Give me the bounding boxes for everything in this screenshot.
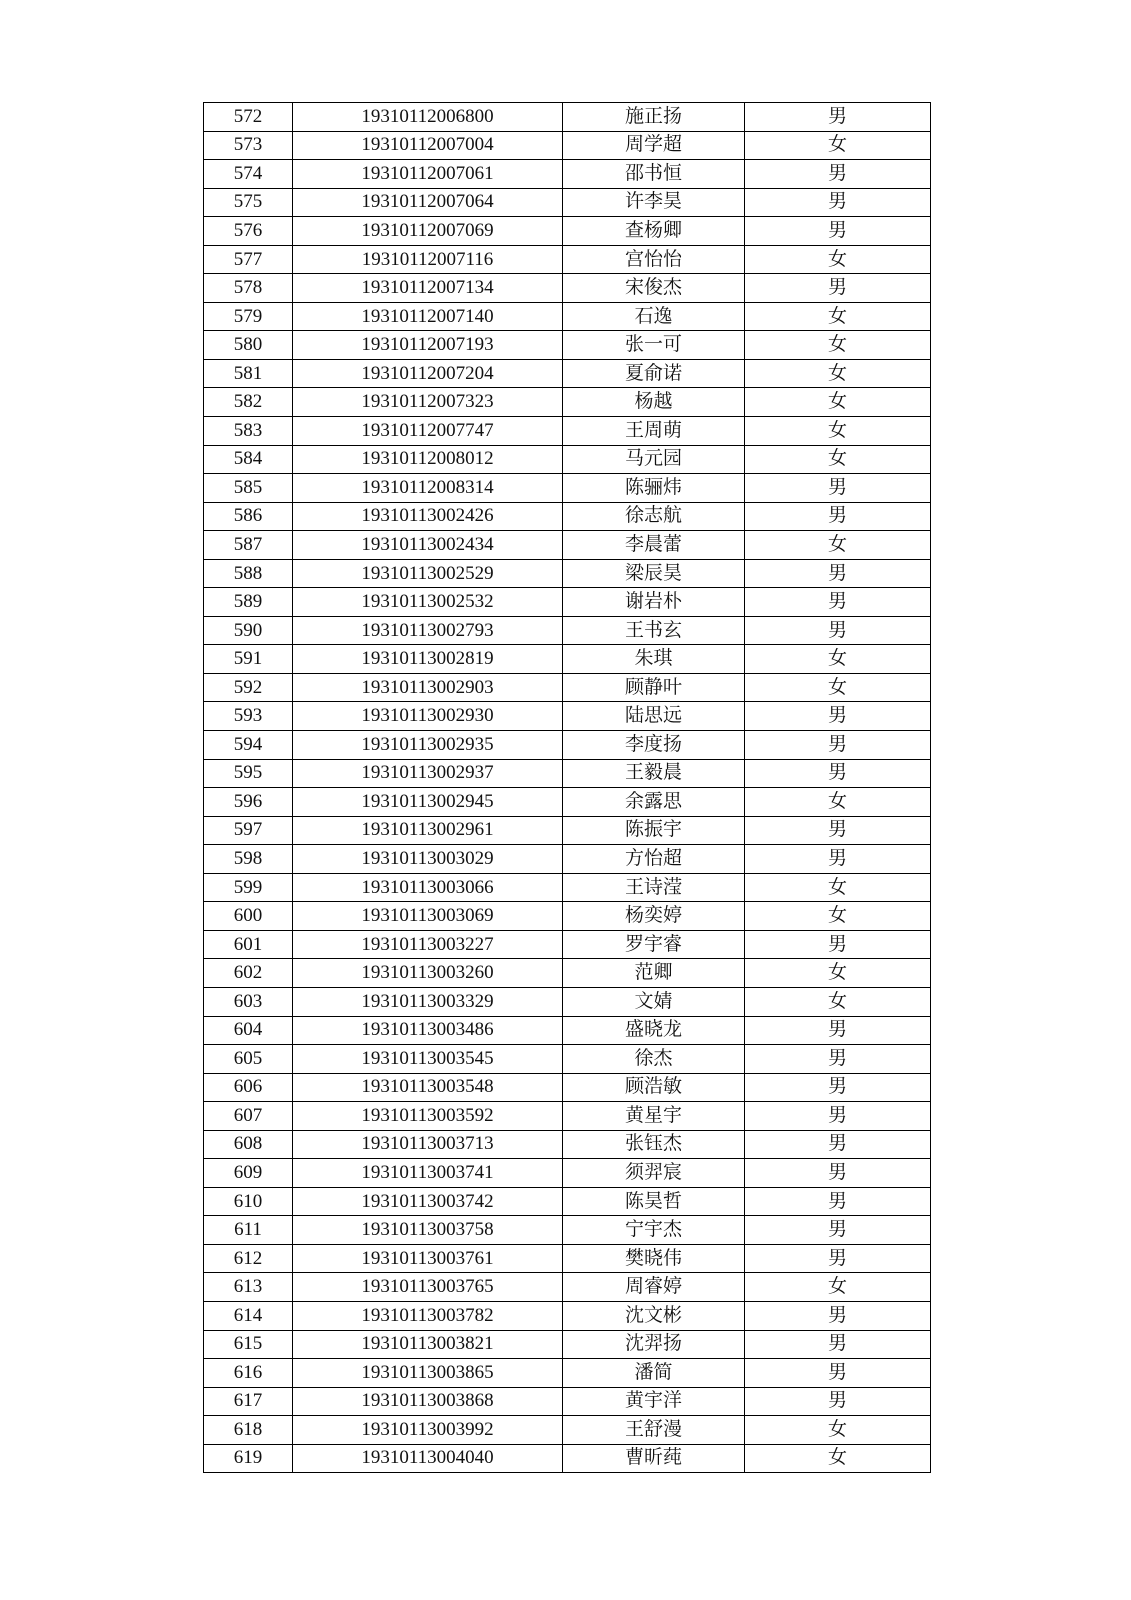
table-row: [204, 188, 931, 217]
table-row: [204, 474, 931, 503]
table-row: [204, 588, 931, 617]
seq-number-cell: 587: [204, 531, 293, 560]
table-row: [204, 1330, 931, 1359]
student-id-cell: 19310113003227: [293, 930, 563, 959]
table-row: [204, 245, 931, 274]
gender-cell: 男: [745, 1130, 931, 1159]
table-row: [204, 616, 931, 645]
gender-cell: 男: [745, 188, 931, 217]
seq-number-cell: 607: [204, 1102, 293, 1131]
seq-number-cell: 590: [204, 616, 293, 645]
student-name-cell: 罗宇睿: [563, 930, 745, 959]
seq-number-cell: 613: [204, 1273, 293, 1302]
student-name-cell: 宋俊杰: [563, 274, 745, 303]
seq-number-cell: 616: [204, 1359, 293, 1388]
student-id-cell: 19310112007116: [293, 245, 563, 274]
student-name-cell: 查杨卿: [563, 217, 745, 246]
student-name-cell: 文婧: [563, 987, 745, 1016]
table-row: [204, 103, 931, 132]
gender-cell: 女: [745, 388, 931, 417]
student-id-cell: 19310112007193: [293, 331, 563, 360]
seq-number-cell: 600: [204, 902, 293, 931]
student-name-cell: 王周萌: [563, 417, 745, 446]
student-id-cell: 19310113003741: [293, 1159, 563, 1188]
student-name-cell: 须羿宸: [563, 1159, 745, 1188]
seq-number-cell: 576: [204, 217, 293, 246]
gender-cell: 女: [745, 645, 931, 674]
gender-cell: 男: [745, 759, 931, 788]
seq-number-cell: 586: [204, 502, 293, 531]
gender-cell: 女: [745, 1444, 931, 1473]
gender-cell: 男: [745, 559, 931, 588]
seq-number-cell: 618: [204, 1416, 293, 1445]
student-name-cell: 宫怡怡: [563, 245, 745, 274]
student-id-cell: 19310113003992: [293, 1416, 563, 1445]
student-name-cell: 王毅晨: [563, 759, 745, 788]
gender-cell: 男: [745, 1301, 931, 1330]
gender-cell: 女: [745, 959, 931, 988]
gender-cell: 女: [745, 987, 931, 1016]
student-id-cell: 19310112007069: [293, 217, 563, 246]
student-name-cell: 马元园: [563, 445, 745, 474]
student-id-cell: 19310113002930: [293, 702, 563, 731]
student-id-cell: 19310113003765: [293, 1273, 563, 1302]
seq-number-cell: 584: [204, 445, 293, 474]
table-row: [204, 302, 931, 331]
student-id-cell: 19310113002532: [293, 588, 563, 617]
table-row: [204, 388, 931, 417]
gender-cell: 男: [745, 160, 931, 189]
seq-number-cell: 601: [204, 930, 293, 959]
gender-cell: 男: [745, 1244, 931, 1273]
student-id-cell: 19310112007747: [293, 417, 563, 446]
student-id-cell: 19310113002793: [293, 616, 563, 645]
student-name-cell: 徐杰: [563, 1045, 745, 1074]
seq-number-cell: 603: [204, 987, 293, 1016]
seq-number-cell: 575: [204, 188, 293, 217]
student-name-cell: 徐志航: [563, 502, 745, 531]
seq-number-cell: 612: [204, 1244, 293, 1273]
student-name-cell: 黄星宇: [563, 1102, 745, 1131]
seq-number-cell: 597: [204, 816, 293, 845]
student-id-cell: 19310113003329: [293, 987, 563, 1016]
student-id-cell: 19310113003868: [293, 1387, 563, 1416]
table-row: [204, 1301, 931, 1330]
student-name-cell: 夏俞诺: [563, 359, 745, 388]
gender-cell: 男: [745, 588, 931, 617]
table-row: [204, 445, 931, 474]
seq-number-cell: 608: [204, 1130, 293, 1159]
seq-number-cell: 589: [204, 588, 293, 617]
table-row: [204, 759, 931, 788]
gender-cell: 男: [745, 1045, 931, 1074]
student-name-cell: 黄宇洋: [563, 1387, 745, 1416]
table-row: [204, 359, 931, 388]
table-row: [204, 1387, 931, 1416]
gender-cell: 女: [745, 673, 931, 702]
student-id-cell: 19310113003486: [293, 1016, 563, 1045]
student-name-cell: 曹昕莼: [563, 1444, 745, 1473]
student-name-cell: 顾浩敏: [563, 1073, 745, 1102]
seq-number-cell: 580: [204, 331, 293, 360]
table-row: [204, 702, 931, 731]
gender-cell: 女: [745, 531, 931, 560]
gender-cell: 女: [745, 1273, 931, 1302]
table-row: [204, 1016, 931, 1045]
table-row: [204, 1444, 931, 1473]
student-id-cell: 19310113003069: [293, 902, 563, 931]
table-row: [204, 531, 931, 560]
seq-number-cell: 599: [204, 873, 293, 902]
student-name-cell: 盛晓龙: [563, 1016, 745, 1045]
student-id-cell: 19310113003260: [293, 959, 563, 988]
gender-cell: 男: [745, 103, 931, 132]
student-name-cell: 杨越: [563, 388, 745, 417]
table-row: [204, 731, 931, 760]
gender-cell: 女: [745, 1416, 931, 1445]
student-name-cell: 朱琪: [563, 645, 745, 674]
gender-cell: 男: [745, 1359, 931, 1388]
student-name-cell: 石逸: [563, 302, 745, 331]
roster-body: [204, 103, 931, 1473]
seq-number-cell: 604: [204, 1016, 293, 1045]
student-id-cell: 19310113003865: [293, 1359, 563, 1388]
student-id-cell: 19310113003713: [293, 1130, 563, 1159]
student-id-cell: 19310113003761: [293, 1244, 563, 1273]
seq-number-cell: 579: [204, 302, 293, 331]
table-row: [204, 1045, 931, 1074]
seq-number-cell: 592: [204, 673, 293, 702]
student-id-cell: 19310112007140: [293, 302, 563, 331]
student-name-cell: 陈昊哲: [563, 1187, 745, 1216]
student-id-cell: 19310112008012: [293, 445, 563, 474]
gender-cell: 男: [745, 1159, 931, 1188]
student-name-cell: 王诗滢: [563, 873, 745, 902]
student-name-cell: 樊晓伟: [563, 1244, 745, 1273]
table-row: [204, 217, 931, 246]
student-name-cell: 施正扬: [563, 103, 745, 132]
student-name-cell: 张一可: [563, 331, 745, 360]
student-name-cell: 梁辰昊: [563, 559, 745, 588]
student-id-cell: 19310113002961: [293, 816, 563, 845]
table-row: [204, 788, 931, 817]
student-id-cell: 19310112008314: [293, 474, 563, 503]
student-id-cell: 19310113002945: [293, 788, 563, 817]
seq-number-cell: 595: [204, 759, 293, 788]
student-name-cell: 沈羿扬: [563, 1330, 745, 1359]
gender-cell: 男: [745, 731, 931, 760]
student-name-cell: 李晨蕾: [563, 531, 745, 560]
student-id-cell: 19310113004040: [293, 1444, 563, 1473]
gender-cell: 女: [745, 417, 931, 446]
seq-number-cell: 574: [204, 160, 293, 189]
gender-cell: 男: [745, 1102, 931, 1131]
student-name-cell: 王书玄: [563, 616, 745, 645]
table-row: [204, 131, 931, 160]
table-row: [204, 873, 931, 902]
student-id-cell: 19310112007134: [293, 274, 563, 303]
seq-number-cell: 583: [204, 417, 293, 446]
gender-cell: 男: [745, 845, 931, 874]
student-id-cell: 19310113003592: [293, 1102, 563, 1131]
gender-cell: 女: [745, 873, 931, 902]
seq-number-cell: 588: [204, 559, 293, 588]
student-name-cell: 许李昊: [563, 188, 745, 217]
table-row: [204, 417, 931, 446]
student-name-cell: 沈文彬: [563, 1301, 745, 1330]
student-name-cell: 张钰杰: [563, 1130, 745, 1159]
student-name-cell: 王舒漫: [563, 1416, 745, 1445]
student-name-cell: 潘简: [563, 1359, 745, 1388]
student-name-cell: 杨奕婷: [563, 902, 745, 931]
seq-number-cell: 594: [204, 731, 293, 760]
gender-cell: 女: [745, 445, 931, 474]
seq-number-cell: 596: [204, 788, 293, 817]
seq-number-cell: 578: [204, 274, 293, 303]
seq-number-cell: 577: [204, 245, 293, 274]
seq-number-cell: 581: [204, 359, 293, 388]
student-id-cell: 19310113002529: [293, 559, 563, 588]
table-row: [204, 816, 931, 845]
gender-cell: 女: [745, 331, 931, 360]
seq-number-cell: 617: [204, 1387, 293, 1416]
student-name-cell: 邵书恒: [563, 160, 745, 189]
gender-cell: 男: [745, 474, 931, 503]
table-row: [204, 274, 931, 303]
student-id-cell: 19310113003066: [293, 873, 563, 902]
seq-number-cell: 610: [204, 1187, 293, 1216]
seq-number-cell: 598: [204, 845, 293, 874]
table-row: [204, 1244, 931, 1273]
seq-number-cell: 609: [204, 1159, 293, 1188]
seq-number-cell: 611: [204, 1216, 293, 1245]
student-id-cell: 19310113003742: [293, 1187, 563, 1216]
table-row: [204, 1102, 931, 1131]
seq-number-cell: 591: [204, 645, 293, 674]
seq-number-cell: 582: [204, 388, 293, 417]
table-row: [204, 1416, 931, 1445]
gender-cell: 男: [745, 1216, 931, 1245]
student-id-cell: 19310113003821: [293, 1330, 563, 1359]
student-name-cell: 谢岩朴: [563, 588, 745, 617]
table-row: [204, 1216, 931, 1245]
table-row: [204, 673, 931, 702]
student-name-cell: 宁宇杰: [563, 1216, 745, 1245]
gender-cell: 女: [745, 245, 931, 274]
seq-number-cell: 572: [204, 103, 293, 132]
gender-cell: 男: [745, 1073, 931, 1102]
student-id-cell: 19310112007004: [293, 131, 563, 160]
gender-cell: 女: [745, 131, 931, 160]
table-row: [204, 902, 931, 931]
gender-cell: 男: [745, 217, 931, 246]
seq-number-cell: 614: [204, 1301, 293, 1330]
gender-cell: 女: [745, 359, 931, 388]
table-row: [204, 1073, 931, 1102]
table-row: [204, 1159, 931, 1188]
student-name-cell: 陈振宇: [563, 816, 745, 845]
table-row: [204, 1273, 931, 1302]
student-id-cell: 19310113003758: [293, 1216, 563, 1245]
student-name-cell: 范卿: [563, 959, 745, 988]
gender-cell: 男: [745, 930, 931, 959]
gender-cell: 男: [745, 1387, 931, 1416]
student-name-cell: 余露思: [563, 788, 745, 817]
gender-cell: 女: [745, 788, 931, 817]
student-id-cell: 19310112007323: [293, 388, 563, 417]
seq-number-cell: 602: [204, 959, 293, 988]
student-id-cell: 19310113002935: [293, 731, 563, 760]
gender-cell: 女: [745, 302, 931, 331]
gender-cell: 男: [745, 816, 931, 845]
table-row: [204, 160, 931, 189]
student-id-cell: 19310113002426: [293, 502, 563, 531]
table-row: [204, 930, 931, 959]
gender-cell: 男: [745, 1330, 931, 1359]
table-row: [204, 645, 931, 674]
table-row: [204, 559, 931, 588]
student-id-cell: 19310112007064: [293, 188, 563, 217]
seq-number-cell: 606: [204, 1073, 293, 1102]
table-row: [204, 1130, 931, 1159]
gender-cell: 男: [745, 1187, 931, 1216]
seq-number-cell: 619: [204, 1444, 293, 1473]
student-id-cell: 19310113002434: [293, 531, 563, 560]
gender-cell: 男: [745, 1016, 931, 1045]
student-name-cell: 周学超: [563, 131, 745, 160]
student-id-cell: 19310113002937: [293, 759, 563, 788]
gender-cell: 男: [745, 702, 931, 731]
table-row: [204, 959, 931, 988]
gender-cell: 男: [745, 274, 931, 303]
student-name-cell: 李度扬: [563, 731, 745, 760]
seq-number-cell: 593: [204, 702, 293, 731]
student-id-cell: 19310113002903: [293, 673, 563, 702]
student-name-cell: 顾静叶: [563, 673, 745, 702]
student-id-cell: 19310113002819: [293, 645, 563, 674]
student-id-cell: 19310113003029: [293, 845, 563, 874]
student-id-cell: 19310112006800: [293, 103, 563, 132]
student-name-cell: 方怡超: [563, 845, 745, 874]
seq-number-cell: 615: [204, 1330, 293, 1359]
table-row: [204, 1187, 931, 1216]
table-row: [204, 987, 931, 1016]
student-name-cell: 陈骊炜: [563, 474, 745, 503]
student-id-cell: 19310113003545: [293, 1045, 563, 1074]
table-row: [204, 331, 931, 360]
student-id-cell: 19310112007204: [293, 359, 563, 388]
table-row: [204, 845, 931, 874]
table-row: [204, 502, 931, 531]
gender-cell: 男: [745, 616, 931, 645]
student-id-cell: 19310113003548: [293, 1073, 563, 1102]
student-id-cell: 19310113003782: [293, 1301, 563, 1330]
gender-cell: 男: [745, 502, 931, 531]
seq-number-cell: 605: [204, 1045, 293, 1074]
student-roster-table: [203, 102, 931, 1473]
student-name-cell: 周睿婷: [563, 1273, 745, 1302]
student-name-cell: 陆思远: [563, 702, 745, 731]
table-row: [204, 1359, 931, 1388]
gender-cell: 女: [745, 902, 931, 931]
student-id-cell: 19310112007061: [293, 160, 563, 189]
seq-number-cell: 585: [204, 474, 293, 503]
seq-number-cell: 573: [204, 131, 293, 160]
